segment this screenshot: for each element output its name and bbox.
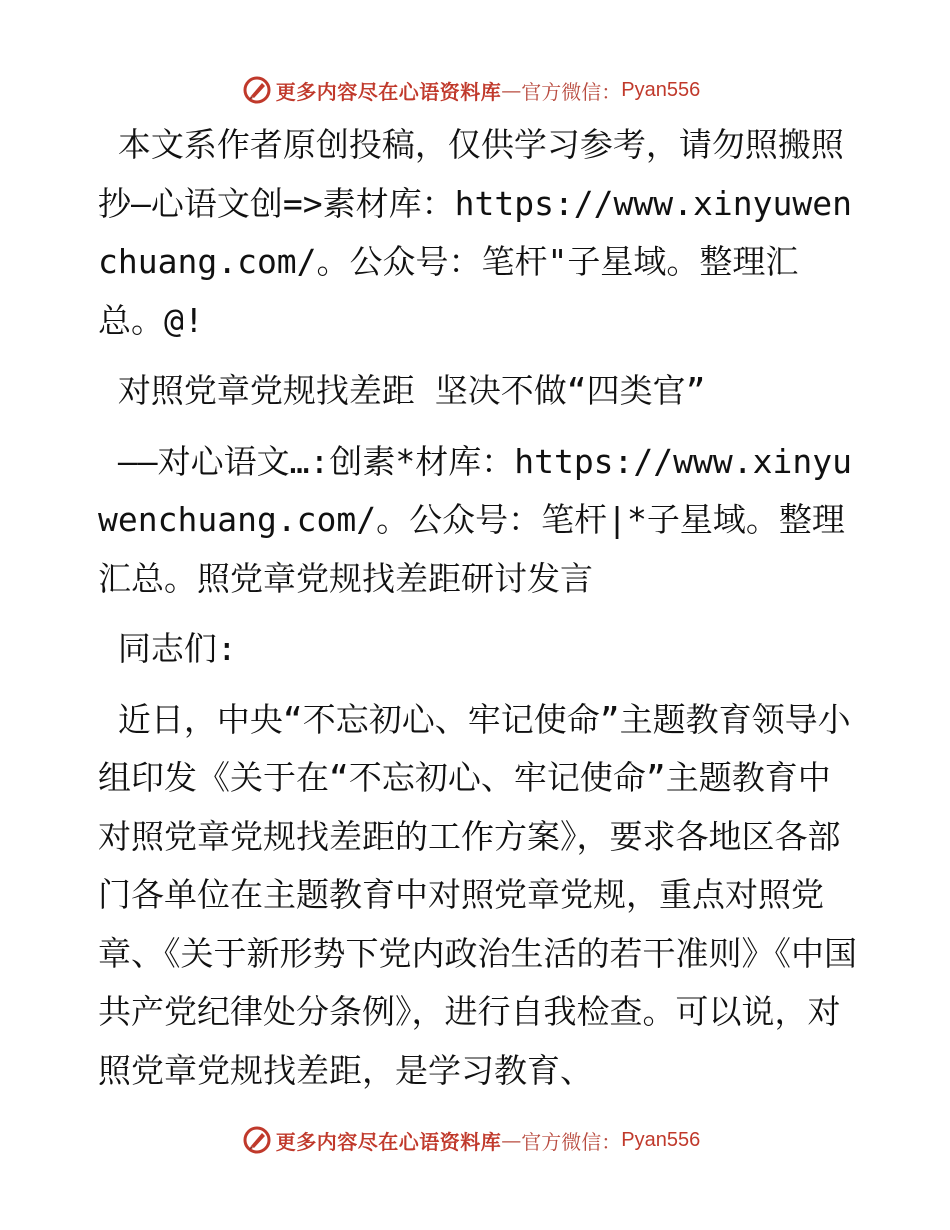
banner-wechat-label: 官方微信： xyxy=(521,79,622,104)
footer-watermark-banner xyxy=(0,1120,950,1160)
document-body xyxy=(98,116,858,1100)
document-title: 对照党章党规找差距 坚决不做“四类官” xyxy=(98,371,706,410)
banner-main-text: 更多内容尽在心语资料库 xyxy=(275,79,502,104)
banner-wechat-id: Pyan556 xyxy=(621,1128,701,1151)
document-subtitle-paragraph: ——对心语文…:创素*材库：https://www.xinyuwenchuang.com/。公众号：笔杆|*子星域。整理汇总。照党章党规找差距研讨发言 xyxy=(98,441,852,598)
banner-wechat-id: Pyan556 xyxy=(621,78,701,101)
salutation-paragraph: 同志们: xyxy=(98,629,237,668)
banner-separator: — xyxy=(501,78,522,102)
copyright-notice-paragraph: 本文系作者原创投稿，仅供学习参考，请勿照搬照抄—心语文创=>素材库：https://www.xinyuwenchuang.com/。公众号：笔杆"子星域。整理汇总。@! xyxy=(98,125,852,340)
header-watermark-banner xyxy=(0,70,950,110)
banner-main-text: 更多内容尽在心语资料库 xyxy=(275,1129,502,1154)
body-paragraph: 近日，中央“不忘初心、牢记使命”主题教育领导小组印发《关于在“不忘初心、牢记使命”主题教育中对照党章党规找差距的工作方案》，要求各地区各部门各单位在主题教育中对照党章党规，重点对照党章、《关于新形势下党内政治生活的若干准则》《中国共产党纪律处分条例》，进行自我检查。可以说，对照党章党规找差距，是学习教育、 xyxy=(98,699,857,1090)
quill-pen-logo-icon xyxy=(242,75,272,105)
quill-pen-logo-icon xyxy=(242,1125,272,1155)
banner-separator: — xyxy=(501,1128,522,1152)
banner-wechat-label: 官方微信： xyxy=(521,1129,622,1154)
